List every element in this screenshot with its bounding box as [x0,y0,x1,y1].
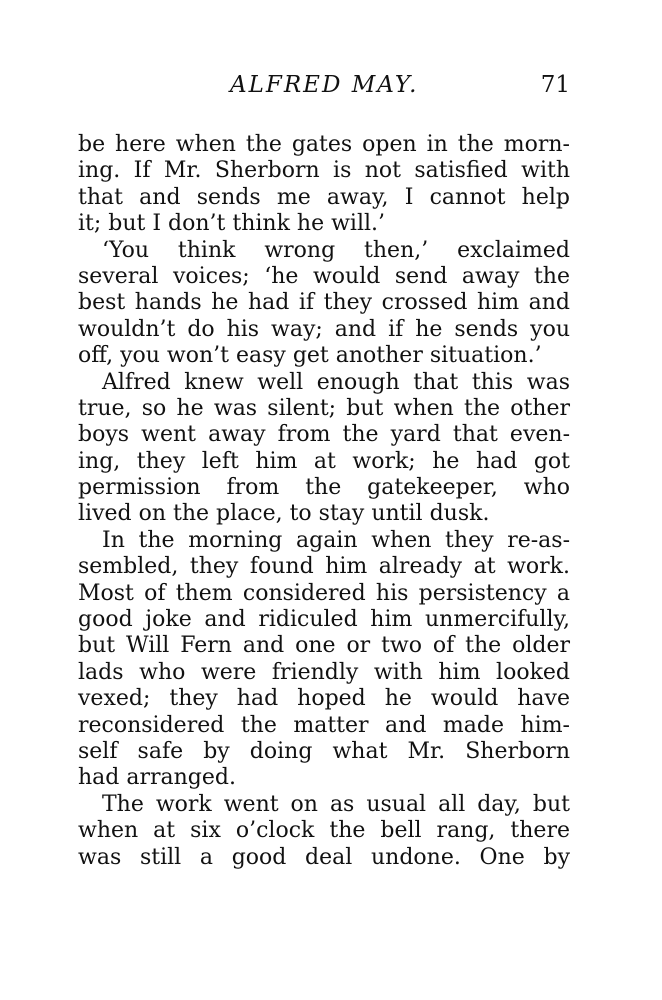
text-line: Alfred knew well enough that this was [102,369,570,395]
page-header [78,72,570,112]
text-line: permission from the gatekeeper, who [78,475,570,501]
text-line: ‘You think wrong then,’ exclaimed [102,237,570,263]
text-line: when at six o’clock the bell rang, there [78,818,570,844]
text-line: self safe by doing what Mr. Sherborn [78,738,570,764]
text-line: it; but I don’t think he will.’ [78,211,386,237]
text-line: several voices; ‘he would send away the [78,263,570,289]
text-line: off, you won’t easy get another situation.’ [78,343,542,369]
text-line: ing. If Mr. Sherborn is not satisfied with [78,158,570,184]
text-line: good joke and ridiculed him unmercifully, [78,607,570,633]
text-line: but Will Fern and one or two of the older [78,633,570,659]
text-line: wouldn’t do his way; and if he sends you [78,316,570,342]
text-line: Most of them considered his persistency a [78,580,570,606]
text-line: best hands he had if they crossed him and [78,290,570,316]
body-text [78,132,570,871]
running-head: ALFRED MAY. [230,72,419,98]
text-line: true, so he was silent; but when the other [78,395,570,421]
text-line: The work went on as usual all day, but [102,791,570,817]
text-line: sembled, they found him already at work. [78,554,570,580]
text-line: ing, they left him at work; he had got [78,448,570,474]
text-line: boys went away from the yard that even- [78,422,570,448]
text-line: lads who were friendly with him looked [78,659,570,685]
text-line: vexed; they had hoped he would have [78,686,570,712]
text-line: had arranged. [78,765,236,791]
text-line: was still a good deal undone. One by [78,844,570,870]
book-page [78,72,570,871]
text-line: In the morning again when they re-as- [102,527,570,553]
page-number: 71 [540,72,570,98]
text-line: reconsidered the matter and made him- [78,712,570,738]
text-line: be here when the gates open in the morn- [78,132,570,157]
text-line: lived on the place, to stay until dusk. [78,501,490,527]
text-line: that and sends me away, I cannot help [78,184,570,210]
